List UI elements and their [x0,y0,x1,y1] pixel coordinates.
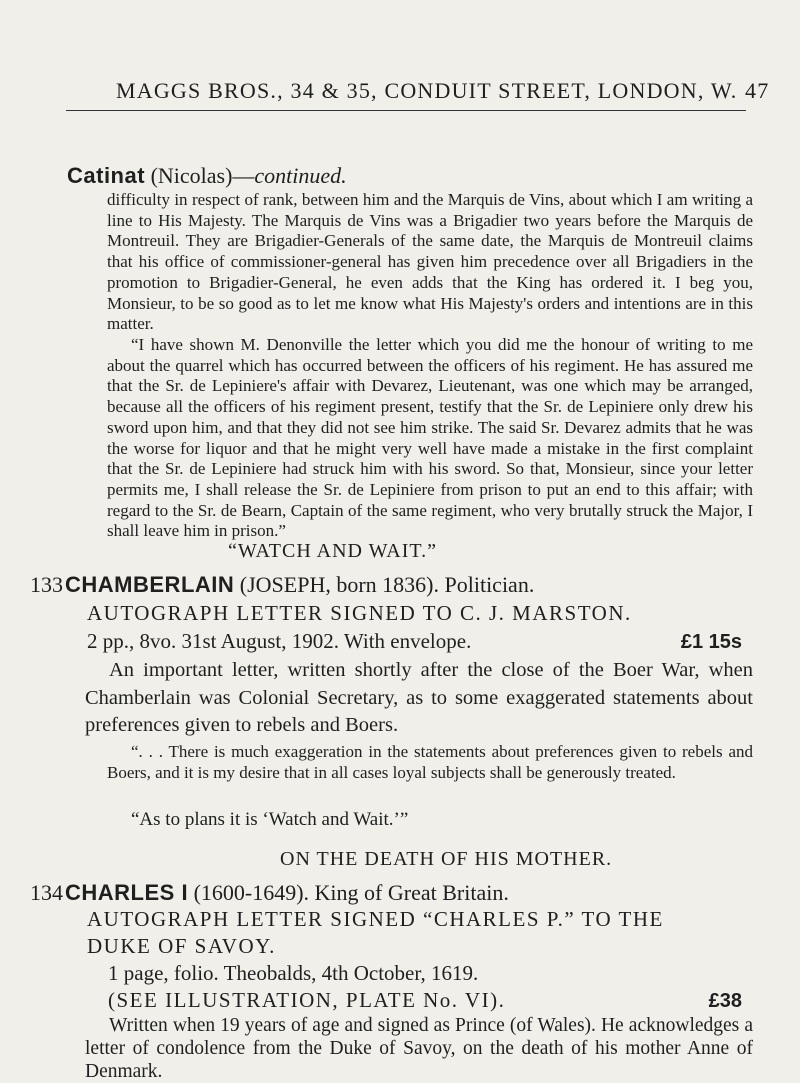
header-rule [66,110,746,111]
continued-entry-heading [67,163,347,189]
entry-name: Catinat [67,163,146,188]
lot-133-name: CHAMBERLAIN [65,572,235,597]
lot-134-description: Written when 19 years of age and signed as Prince (of Wales). He acknowledges a letter of condolence from the Duke of Savoy, on the death of his mother Anne of Denmark. [85,1015,753,1082]
lot-134-title-line-2: DUKE OF SAVOY. [87,934,276,958]
lot-133-quote: “. . . There is much exaggeration in the statements about preferences given to rebels and Boers, and it is my desire that in all cases loyal subjects shall be generously treated. [107,742,753,782]
lot-133-description: An important letter, written shortly after the close of the Boer War, when Chamberlain was Colonial Secretary, as to some exaggerated statements about preferences given to rebels and Boers. [85,659,753,736]
lot-133-caption: “WATCH AND WAIT.” [228,540,438,562]
lot-134-caption: ON THE DEATH OF HIS MOTHER. [280,848,613,870]
lot-134-number: 134 [30,880,63,905]
continued-paragraph-1: difficulty in respect of rank, between him and the Marquis de Vins, about which I am writing a line to His Majesty. The Marquis de Vins was a Brigadier two years before the Marquis de Montreuil. They are Brigadier-Generals of the same date, the Marquis de Montreuil claims that his office of commissioner-general has given him precedence over all Brigadiers in the promotion to Brigadier-General, he even adds that the King has ordered it. I beg you, Monsieur, to be so good as to let me know what His Majesty's orders and intentions are in this matter. [107,190,753,334]
lot-134-price: £38 [708,990,742,1012]
lot-133-title-line: AUTOGRAPH LETTER SIGNED TO C. J. MARSTON. [87,601,632,625]
lot-134-subtitle: (1600-1649). King of Great Britain. [193,880,509,905]
lot-133-price: £1 15s [680,631,742,653]
continued-paragraph-2: “I have shown M. Denonville the letter which you did me the honour of writing to me about the quarrel which has occurred between the officers of his regiment. He has assured me that the Sr. de Lepiniere's affair with Devarez, Lieutenant, was one which may be arranged, because all the officers of his regiment present, testify that the Sr. de Lepiniere only drew his sword upon him, and that they did not see him strike. The said Sr. Devarez admits that he was the worse for liquor and that he might very well have made a mistake in the first complaint that the Sr. de Lepiniere had struck him with his sword. So that, Monsieur, since your letter permits me, I shall release the Sr. de Lepiniere from prison to put an end to this affair; with regard to the Sr. de Bearn, Captain of the same regiment, who very brutally struck the Major, I shall leave him in prison.” [107,335,753,541]
lot-134-title-line-1: AUTOGRAPH LETTER SIGNED “CHARLES P.” TO THE [87,907,664,931]
lot-134-heading [65,880,509,906]
lot-133-number: 133 [30,572,63,597]
entry-subtitle: (Nicolas)—continued. [150,163,347,188]
lot-133-heading [65,572,534,598]
lot-134-illustration-note: (SEE ILLUSTRATION, PLATE No. VI). [108,988,506,1012]
lot-134-collation: 1 page, folio. Theobalds, 4th October, 1619. [108,961,479,985]
page-number: 47 [745,78,770,103]
lot-133-quote-end: “As to plans it is ‘Watch and Wait.’” [131,809,409,830]
lot-133-subtitle: (JOSEPH, born 1836). Politician. [239,572,535,597]
lot-133-collation: 2 pp., 8vo. 31st August, 1902. With envelope. [87,629,472,653]
lot-134-name: CHARLES I [65,880,189,905]
running-head-text: MAGGS BROS., 34 & 35, CONDUIT STREET, LONDON, W. [116,78,738,103]
